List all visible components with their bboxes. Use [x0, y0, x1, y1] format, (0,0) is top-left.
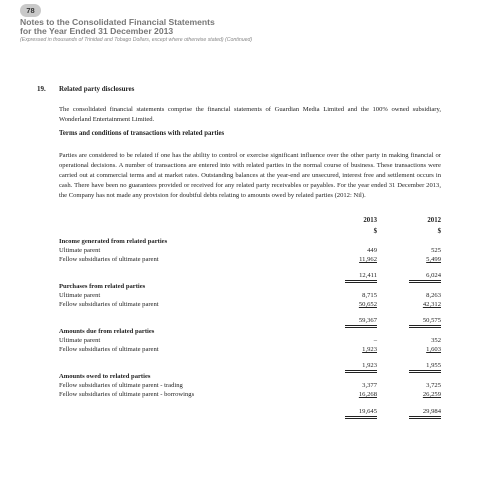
- row-label: Income generated from related parties: [59, 238, 168, 245]
- value-2012: 352: [431, 337, 441, 344]
- row-label: Fellow subsidiaries of ultimate parent: [59, 256, 159, 263]
- row-label: Fellow subsidiaries of ultimate parent - trading: [59, 382, 183, 389]
- currency-2012: $: [437, 228, 441, 235]
- table-group-heading: [59, 238, 441, 247]
- terms-subheading: Terms and conditions of transactions with related parties: [59, 130, 225, 137]
- total-2012: 1,955: [409, 362, 441, 371]
- value-2012: 8,263: [426, 292, 441, 299]
- value-2013: 8,715: [362, 292, 377, 299]
- table-total-row: [59, 317, 441, 326]
- total-2013: 19,645: [345, 408, 377, 417]
- column-header-2013: 2013: [363, 217, 377, 224]
- total-2012: 6,024: [409, 272, 441, 281]
- value-2013: 11,962: [359, 256, 377, 263]
- value-2012: 1,603: [426, 346, 441, 353]
- row-label: Ultimate parent: [59, 337, 101, 344]
- row-label: Ultimate parent: [59, 247, 101, 254]
- row-label: Amounts owed to related parties: [59, 373, 151, 380]
- value-2012: 3,725: [426, 382, 441, 389]
- table-row: [59, 292, 441, 301]
- total-2013: 59,367: [345, 317, 377, 326]
- table-row: [59, 256, 441, 265]
- total-2012: 50,575: [409, 317, 441, 326]
- table-total-row: [59, 272, 441, 281]
- table-total-row: [59, 408, 441, 417]
- row-label: Fellow subsidiaries of ultimate parent: [59, 346, 159, 353]
- page-header-subtitle: for the Year Ended 31 December 2013: [20, 26, 174, 36]
- total-2013: 12,411: [345, 272, 377, 281]
- value-2012: 5,499: [426, 256, 441, 263]
- table-row: [59, 382, 441, 391]
- table-group-heading: [59, 373, 441, 382]
- currency-2013: $: [373, 228, 377, 235]
- table-row: [59, 391, 441, 400]
- terms-paragraph: Parties are considered to be related if one has the ability to control or exercise significant influence over the other party in making financial or operational decisions. A number of transactions are entered into with related parties in the normal course of business. These transactions were carried out at commercial terms and at market rates. Outstanding balances at the year-end are unsecured, interest free and settlement occurs in cash. There have been no guarantees provided or received for any related party receivables or payables. For the year ended 31 December 2013, the Company has not made any provision for doubtful debts relating to amounts owed by related parties (2012: Nil).: [59, 152, 441, 199]
- table-row: [59, 301, 441, 310]
- table-total-row: [59, 362, 441, 371]
- section-title: Related party disclosures: [59, 85, 135, 93]
- intro-paragraph: The consolidated financial statements comprise the financial statements of Guardian Media Limited and the 100% owned subsidiary, Wonderland Entertainment Limited.: [59, 106, 441, 123]
- table-row: [59, 346, 441, 355]
- column-header-2012: 2012: [427, 217, 441, 224]
- total-2012: 29,984: [409, 408, 441, 417]
- value-2013: 3,377: [362, 382, 377, 389]
- page-number-badge: 78: [20, 4, 41, 17]
- row-label: Fellow subsidiaries of ultimate parent - borrowings: [59, 391, 195, 398]
- value-2012: 42,312: [422, 301, 441, 308]
- row-label: Purchases from related parties: [59, 283, 146, 290]
- table-group-heading: [59, 328, 441, 337]
- value-2013: 50,652: [358, 301, 377, 308]
- row-label: Amounts due from related parties: [59, 328, 155, 335]
- row-label: Fellow subsidiaries of ultimate parent: [59, 301, 159, 308]
- page-header-title: Notes to the Consolidated Financial Statements: [20, 17, 215, 27]
- row-label: Ultimate parent: [59, 292, 101, 299]
- value-2012: 26,259: [422, 391, 441, 398]
- value-2012: 525: [431, 247, 441, 254]
- value-2013: 449: [367, 247, 377, 254]
- table-row: [59, 337, 441, 346]
- total-2013: 1,923: [345, 362, 377, 371]
- note-number: 19.: [37, 85, 46, 93]
- value-2013: 1,923: [362, 346, 377, 353]
- value-2013: 16,268: [358, 391, 377, 398]
- table-row: [59, 247, 441, 256]
- page-header-note: (Expressed in thousands of Trinidad and Tobago Dollars, except where otherwise stated) (Continued): [20, 37, 253, 43]
- table-group-heading: [59, 283, 441, 292]
- value-2013: –: [373, 337, 377, 344]
